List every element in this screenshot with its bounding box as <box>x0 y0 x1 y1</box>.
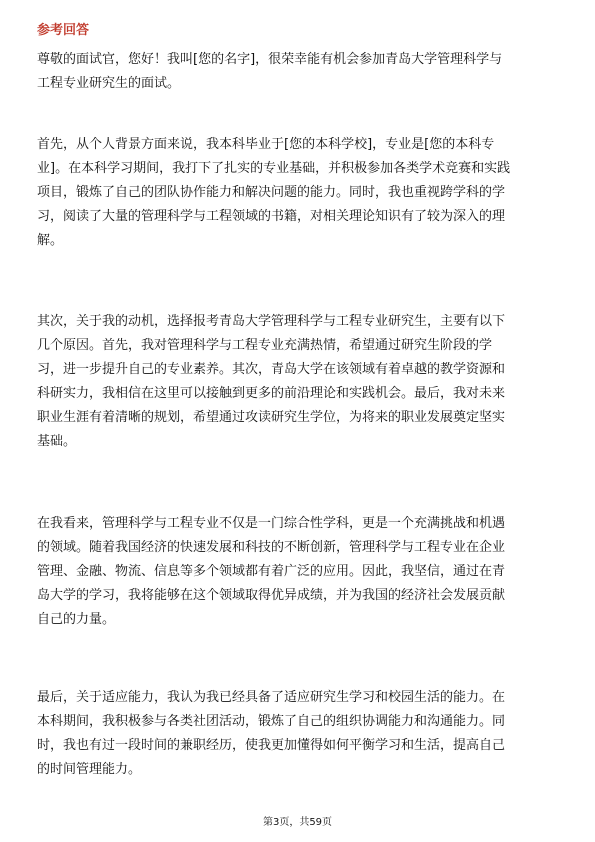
section-heading: 参考回答 <box>37 23 90 38</box>
text-line: 管理、金融、物流、信息等多个领域都有着广泛的应用。因此，我坚信，通过在青 <box>37 564 506 579</box>
paragraph-field-view <box>37 512 562 632</box>
text-line: 的时间管理能力。 <box>37 762 142 777</box>
text-line: 在我看来，管理科学与工程专业不仅是一门综合性学科，更是一个充满挑战和机遇 <box>37 516 506 531</box>
text-line: 时，我也有过一段时间的兼职经历，使我更加懂得如何平衡学习和生活，提高自己 <box>37 738 506 753</box>
text-line: 业]。在本科学习期间，我打下了扎实的专业基础，并积极参加各类学术竞赛和实践 <box>37 161 511 176</box>
text-line: 几个原因。首先，我对管理科学与工程专业充满热情，希望通过研究生阶段的学 <box>37 338 493 353</box>
text-line: 岛大学的学习，我将能够在这个领域取得优异成绩，并为我国的经济社会发展贡献 <box>37 588 506 603</box>
text-line: 习，进一步提升自己的专业素养。其次，青岛大学在该领域有着卓越的教学资源和 <box>37 362 506 377</box>
text-line: 习，阅读了大量的管理科学与工程领域的书籍，对相关理论知识有了较为深入的理 <box>37 209 506 224</box>
text-line: 本科期间，我积极参与各类社团活动，锻炼了自己的组织协调能力和沟通能力。同 <box>37 714 506 729</box>
page-number-footer: 第3页，共59页 <box>262 817 333 828</box>
text-line: 首先，从个人背景方面来说，我本科毕业于[您的本科学校]，专业是[您的本科专 <box>37 137 495 152</box>
text-line: 尊敬的面试官，您好！我叫[您的名字]，很荣幸能有机会参加青岛大学管理科学与 <box>37 52 503 67</box>
paragraph-greeting <box>37 48 562 96</box>
text-line: 其次，关于我的动机，选择报考青岛大学管理科学与工程专业研究生，主要有以下 <box>37 314 506 329</box>
text-line: 职业生涯有着清晰的规划，希望通过攻读研究生学位，为将来的职业发展奠定坚实 <box>37 410 506 425</box>
text-line: 自己的力量。 <box>37 612 116 627</box>
paragraph-background <box>37 133 562 253</box>
text-line: 解。 <box>37 233 64 248</box>
paragraph-motivation <box>37 310 562 454</box>
text-line: 工程专业研究生的面试。 <box>37 76 181 91</box>
text-line: 科研实力，我相信在这里可以接触到更多的前沿理论和实践机会。最后，我对未来 <box>37 386 506 401</box>
text-line: 最后，关于适应能力，我认为我已经具备了适应研究生学习和校园生活的能力。在 <box>37 690 506 705</box>
text-line: 的领域。随着我国经济的快速发展和科技的不断创新，管理科学与工程专业在企业 <box>37 540 506 555</box>
paragraph-adaptability <box>37 686 562 782</box>
text-line: 基础。 <box>37 434 77 449</box>
text-line: 项目，锻炼了自己的团队协作能力和解决问题的能力。同时，我也重视跨学科的学 <box>37 185 506 200</box>
